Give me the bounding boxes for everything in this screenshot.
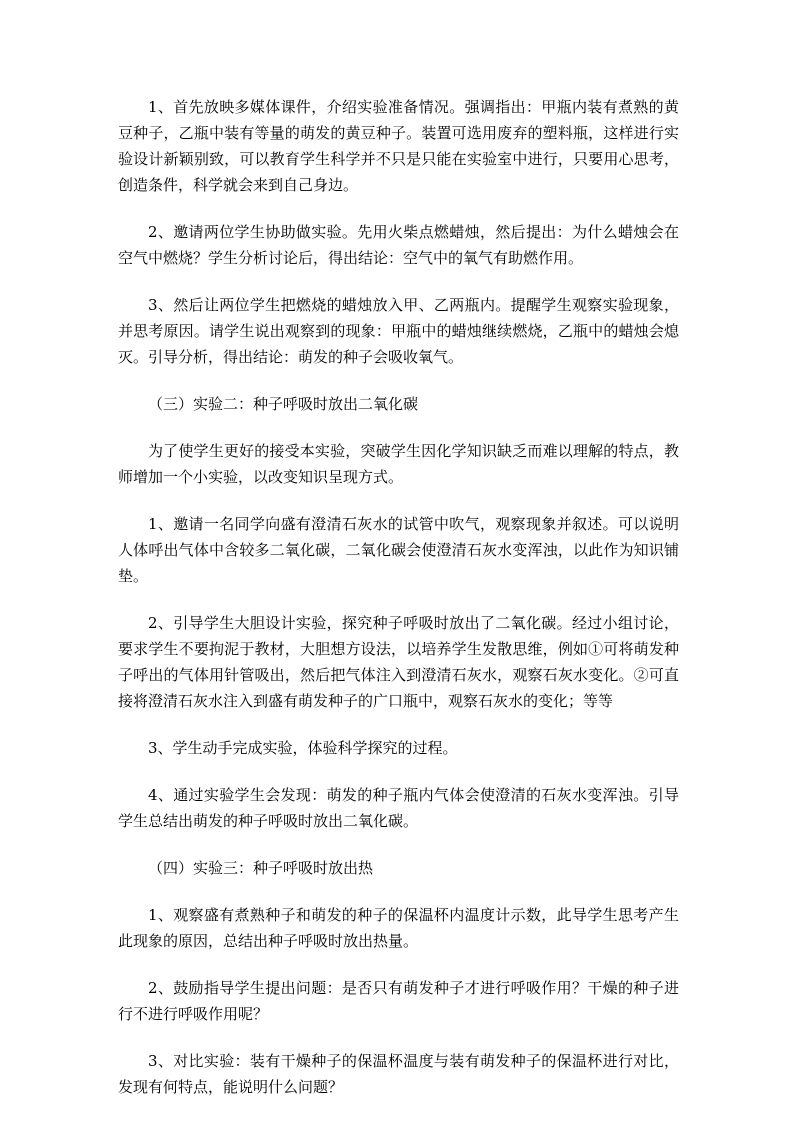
paragraph-exp3-step-3: 3、对比实验：装有干燥种子的保温杯温度与装有萌发种子的保温杯进行对比，发现有何特点，能说明什么问题？ (118, 1052, 679, 1096)
paragraph-exp2-step-4: 4、通过实验学生会发现：萌发的种子瓶内气体会使澄清的石灰水变浑浊。引导学生总结出萌发的种子呼吸时放出二氧化碳。 (118, 786, 679, 830)
document-page (118, 94, 679, 1121)
section-heading-experiment-3: （四）实验三：种子呼吸时放出热 (148, 859, 374, 877)
paragraph-step-2: 2、邀请两位学生协助做实验。先用火柴点燃蜡烛，然后提出：为什么蜡烛会在空气中燃烧？学生分析讨论后，得出结论：空气中的氧气有助燃作用。 (118, 223, 679, 267)
paragraph-exp2-step-1: 1、邀请一名同学向盛有澄清石灰水的试管中吹气，观察现象并叙述。可以说明人体呼出气体中含较多二氧化碳，二氧化碳会使澄清石灰水变浑浊，以此作为知识铺垫。 (118, 515, 679, 585)
paragraph-exp2-step-3: 3、学生动手完成实验，体验科学探究的过程。 (148, 739, 458, 757)
paragraph-exp3-step-1: 1、观察盛有煮熟种子和萌发的种子的保温杯内温度计示数，此导学生思考产生此现象的原因，总结出种子呼吸时放出热量。 (118, 906, 679, 950)
paragraph-exp2-step-2: 2、引导学生大胆设计实验，探究种子呼吸时放出了二氧化碳。经过小组讨论，要求学生不要拘泥于教材，大胆想方设法，以培养学生发散思维，例如①可将萌发种子呼出的气体用针管吸出，然后把气体注入到澄清石灰水，观察石灰水变化。②可直接将澄清石灰水注入到盛有萌发种子的广口瓶中，观察石灰水的变化；等等 (118, 614, 679, 710)
paragraph-step-1: 1、首先放映多媒体课件，介绍实验准备情况。强调指出：甲瓶内装有煮熟的黄豆种子，乙瓶中装有等量的萌发的黄豆种子。装置可选用废弃的塑料瓶，这样进行实验设计新颖别致，可以教育学生科学并不只是只能在实验室中进行，只要用心思考，创造条件，科学就会来到自己身边。 (118, 98, 679, 194)
paragraph-intro-experiment-2: 为了使学生更好的接受本实验，突破学生因化学知识缺乏而难以理解的特点，教师增加一个小实验，以改变知识呈现方式。 (118, 442, 679, 486)
paragraph-step-3: 3、然后让两位学生把燃烧的蜡烛放入甲、乙两瓶内。提醒学生观察实验现象，并思考原因。请学生说出观察到的现象：甲瓶中的蜡烛继续燃烧，乙瓶中的蜡烛会熄灭。引导分析，得出结论：萌发的种子会吸收氧气。 (118, 296, 679, 366)
paragraph-exp3-step-2: 2、鼓励指导学生提出问题：是否只有萌发种子才进行呼吸作用？干燥的种子进行不进行呼吸作用呢？ (118, 979, 679, 1023)
section-heading-experiment-2: （三）实验二：种子呼吸时放出二氧化碳 (148, 395, 419, 413)
